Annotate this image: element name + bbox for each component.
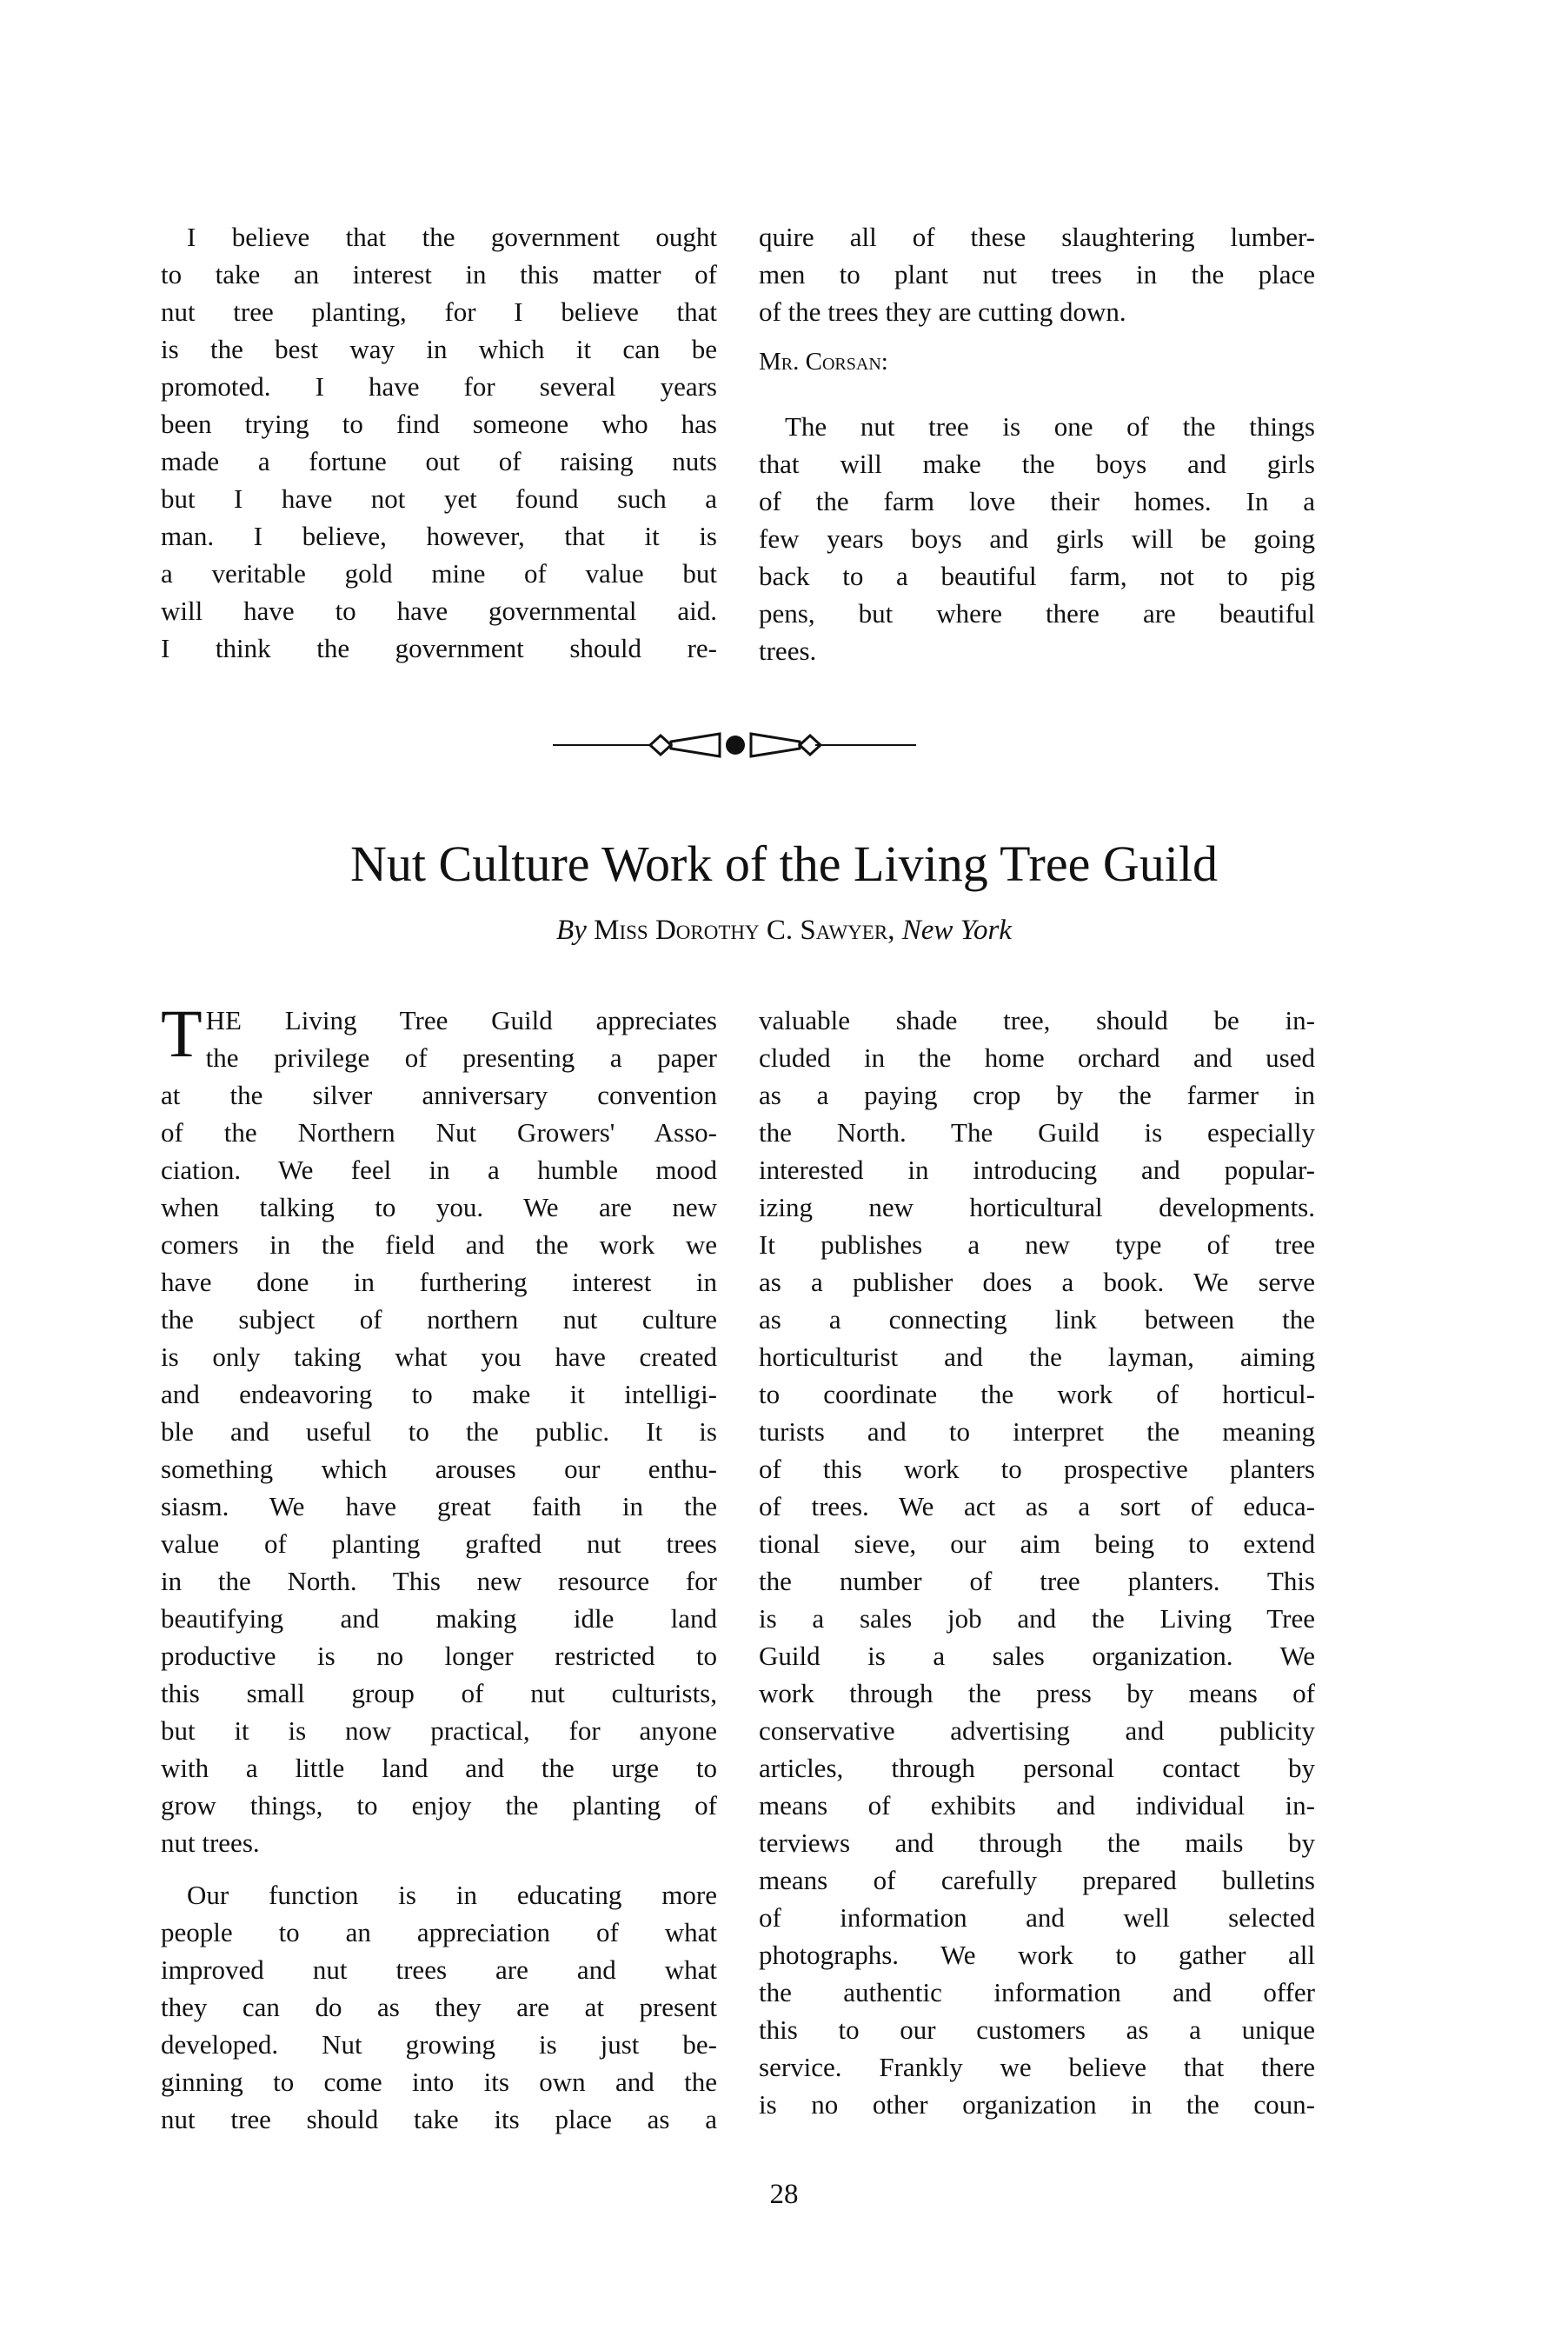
text-line: man. I believe, however, that it is [161,521,717,551]
text-line: is the best way in which it can be [161,334,717,364]
speaker-label: Mr. Corsan: [759,348,888,376]
text-line: I think the government should re- [161,633,717,663]
text-line: been trying to find someone who has [161,409,717,439]
text-line: I believe that the government ought [187,222,717,252]
text-line: izing new horticultural developments. [759,1192,1315,1222]
text-line: grow things, to enjoy the planting of [161,1790,717,1821]
text-line: few years boys and girls will be going [759,523,1315,554]
text-line: Guild is a sales organization. We [759,1641,1315,1671]
text-line: cluded in the home orchard and used [759,1042,1315,1073]
byline [0,915,1568,947]
text-line: but I have not yet found such a [161,483,717,514]
text-line: they can do as they are at present [161,1992,717,2022]
author-place: New York [901,915,1012,946]
text-line: photographs. We work to gather all [759,1940,1315,1970]
text-line: as a publisher does a book. We serve [759,1267,1315,1297]
text-line: interested in introducing and popular- [759,1155,1315,1185]
text-line: work through the press by means of [759,1678,1315,1708]
text-line: of trees. We act as a sort of educa- [759,1491,1315,1521]
text-line: with a little land and the urge to [161,1753,717,1783]
text-line: to coordinate the work of horticul- [759,1379,1315,1409]
text-line: productive is no longer restricted to [161,1641,717,1671]
text-line: The nut tree is one of the things [785,411,1315,442]
text-line: pens, but where there are beautiful [759,598,1315,629]
page-number: 28 [769,2179,799,2210]
text-line: service. Frankly we believe that there [759,2052,1315,2082]
text-line: It publishes a new type of tree [759,1229,1315,1260]
text-line: the authentic information and offer [759,1977,1315,2007]
text-line: ginning to come into its own and the [161,2067,717,2097]
text-line: is a sales job and the Living Tree [759,1603,1315,1634]
text-line: to take an interest in this matter of [161,259,717,290]
text-line: value of planting grafted nut trees [161,1528,717,1559]
text-line: when talking to you. We are new [161,1192,717,1222]
text-line: nut trees. [161,1827,260,1858]
text-line: turists and to interpret the meaning [759,1416,1315,1447]
text-line: is only taking what you have created [161,1341,717,1372]
text-line: promoted. I have for several years [161,371,717,402]
article-title: Nut Culture Work of the Living Tree Guild [350,835,1218,892]
text-line: that will make the boys and girls [759,449,1315,479]
text-line: men to plant nut trees in the place [759,259,1315,290]
text-line: and endeavoring to make it intelligi- [161,1379,717,1409]
text-line: but it is now practical, for anyone [161,1715,717,1746]
text-line: HE Living Tree Guild appreciates [205,1005,717,1035]
text-line: this to our customers as a unique [759,2014,1315,2045]
ornament-divider [548,726,930,765]
text-line: means of carefully prepared bulletins [759,1865,1315,1895]
speaker-paragraph [759,408,1315,669]
text-line: as a connecting link between the [759,1304,1315,1335]
text-line: quire all of these slaughtering lumber- [759,222,1315,252]
text-line: Our function is in educating more [187,1880,717,1910]
article-left-column [161,995,717,2138]
text-line: of information and well selected [759,1902,1315,1933]
article-right-column [759,1002,1315,2123]
text-line: the number of tree planters. This [759,1566,1315,1596]
byline-by: By [556,915,587,946]
text-line: valuable shade tree, should be in- [759,1005,1315,1035]
drop-cap: T [161,995,203,1071]
text-line: the privilege of presenting a paper [205,1042,717,1073]
text-line: a veritable gold mine of value but [161,558,717,589]
text-line: something which arouses our enthu- [161,1454,717,1484]
text-line: nut tree should take its place as a [161,2104,717,2134]
author-name: Miss Dorothy C. Sawyer, [594,915,895,946]
text-line: is no other organization in the coun- [759,2089,1315,2120]
text-line: comers in the field and the work we [161,1229,717,1260]
text-line: in the North. This new resource for [161,1566,717,1596]
text-line: people to an appreciation of what [161,1917,717,1947]
text-line: ble and useful to the public. It is [161,1416,717,1447]
text-line: of the Northern Nut Growers' Asso- [161,1117,717,1148]
text-line: will have to have governmental aid. [161,596,717,626]
text-line: of the trees they are cutting down. [759,296,1126,327]
text-line: terviews and through the mails by [759,1827,1315,1858]
text-line: ciation. We feel in a humble mood [161,1155,717,1185]
text-line: improved nut trees are and what [161,1954,717,1985]
text-line: of this work to prospective planters [759,1454,1315,1484]
text-line: conservative advertising and publicity [759,1715,1315,1746]
text-line: the subject of northern nut culture [161,1304,717,1335]
text-line: at the silver anniversary convention [161,1080,717,1110]
text-line: developed. Nut growing is just be- [161,2029,717,2060]
text-line: of the farm love their homes. In a [759,486,1315,516]
text-line: as a paying crop by the farmer in [759,1080,1315,1110]
top-right-column [759,218,1315,330]
text-line: this small group of nut culturists, [161,1678,717,1708]
text-line: articles, through personal contact by [759,1753,1315,1783]
text-line: made a fortune out of raising nuts [161,446,717,476]
text-line: the North. The Guild is especially [759,1117,1315,1148]
text-line: horticulturist and the layman, aiming [759,1341,1315,1372]
text-line: siasm. We have great faith in the [161,1491,717,1521]
text-line: means of exhibits and individual in- [759,1790,1315,1821]
text-line: nut tree planting, for I believe that [161,296,717,327]
text-line: tional sieve, our aim being to extend [759,1528,1315,1559]
top-left-column [161,218,717,667]
text-line: have done in furthering interest in [161,1267,717,1297]
text-line: trees. [759,636,817,666]
text-line: back to a beautiful farm, not to pig [759,561,1315,591]
text-line: beautifying and making idle land [161,1603,717,1634]
